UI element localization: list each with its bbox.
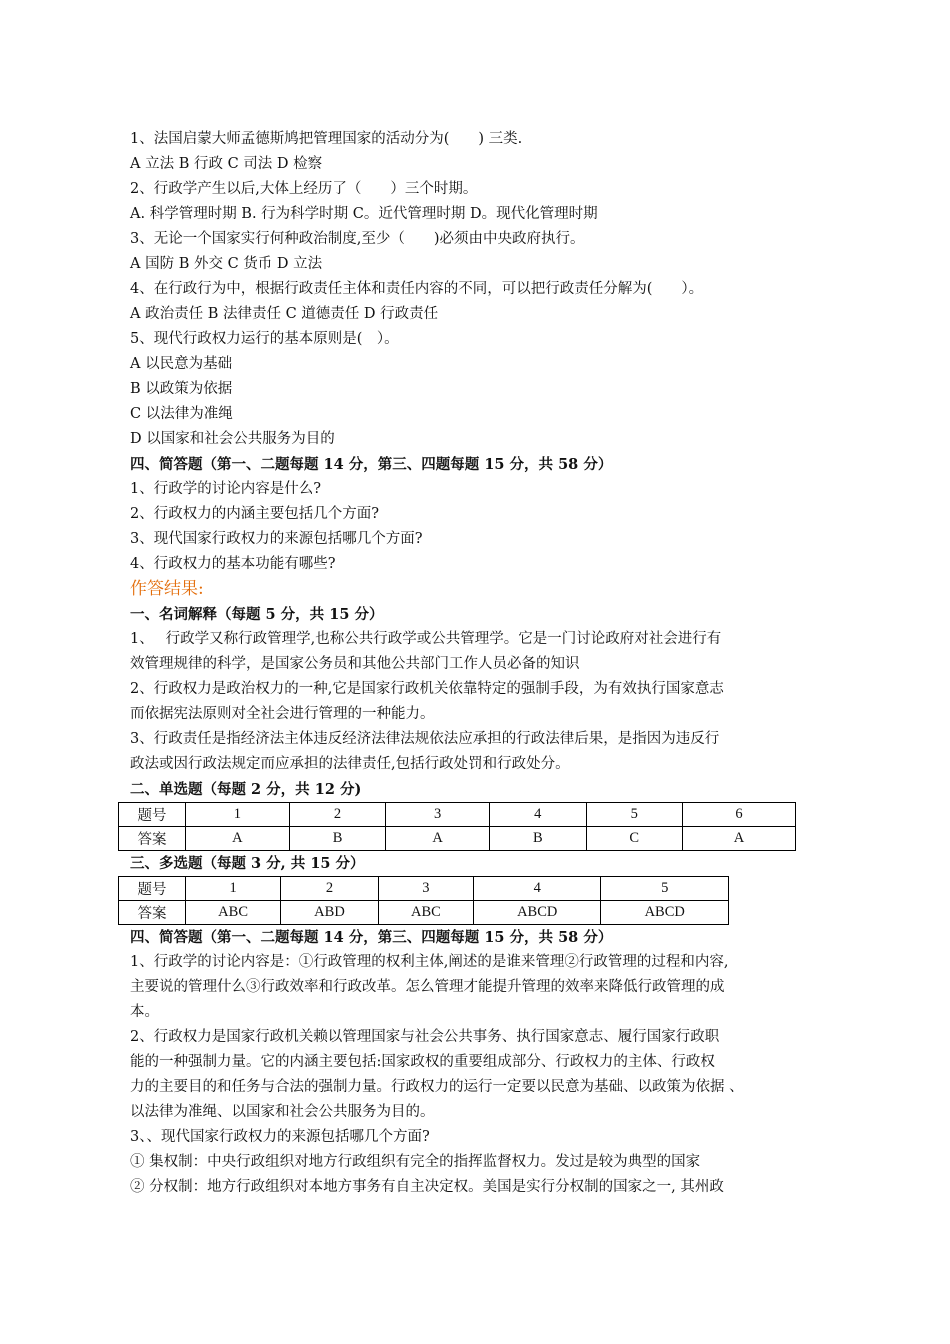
question-5-option-b: B 以政策为依据 [130, 381, 233, 397]
document-page [130, 127, 830, 1200]
question-3: 3、无论一个国家实行何种政治制度,至少（ )必须由中央政府执行。 [130, 231, 585, 247]
question-1-options: A 立法 B 行政 C 司法 D 检察 [130, 156, 323, 172]
single-choice-table [118, 802, 796, 851]
table-cell: ABC [378, 901, 473, 925]
table-row [119, 877, 729, 901]
table-cell: A [186, 827, 290, 851]
answers-section4-heading: 四、简答题（第一、二题每题 14 分，第三、四题每题 15 分，共 58 分） [130, 929, 613, 946]
question-5-option-c: C 以法律为准绳 [130, 406, 233, 422]
table-cell: 题号 [119, 803, 186, 827]
table-cell: 题号 [119, 877, 186, 901]
table-cell: B [490, 827, 586, 851]
single-choice-heading: 二、单选题（每题 2 分，共 12 分) [130, 781, 362, 798]
multi-choice-heading: 三、多选题（每题 3 分, 共 15 分） [130, 855, 365, 872]
answer-line: 3、、现代国家行政权力的来源包括哪几个方面? [130, 1129, 430, 1145]
section4-heading: 四、简答题（第一、二题每题 14 分，第三、四题每题 15 分，共 58 分） [130, 456, 613, 473]
table-cell: 3 [386, 803, 490, 827]
section4-question: 4、行政权力的基本功能有哪些? [130, 556, 336, 572]
table-cell: C [586, 827, 683, 851]
answer-line: 3、行政责任是指经济法主体违反经济法律法规依法应承担的行政法律后果，是指因为违反行 [130, 731, 720, 747]
answer-line: 1、行政学的讨论内容是：①行政管理的权利主体,阐述的是谁来管理②行政管理的过程和内容, [130, 954, 729, 970]
table-cell: 6 [683, 803, 796, 827]
question-5-option-d: D 以国家和社会公共服务为目的 [130, 431, 335, 447]
question-3-options: A 国防 B 外交 C 货币 D 立法 [130, 256, 323, 272]
table-cell: ABD [281, 901, 379, 925]
answers-section1-heading: 一、名词解释（每题 5 分，共 15 分） [130, 606, 384, 623]
answer-line: ① 集权制：中央行政组织对地方行政组织有完全的指挥监督权力。发过是较为典型的国家 [130, 1154, 701, 1170]
question-2: 2、行政学产生以后,大体上经历了（ ）三个时期。 [130, 181, 478, 197]
answer-line: 2、行政权力是国家行政机关赖以管理国家与社会公共事务、执行国家意志、履行国家行政职 [130, 1029, 720, 1045]
section4-question: 3、现代国家行政权力的来源包括哪几个方面? [130, 531, 423, 547]
table-cell: 答案 [119, 901, 186, 925]
answer-line: 政法或因行政法规定而应承担的法律责任,包括行政处罚和行政处分。 [130, 756, 570, 772]
table-cell: A [683, 827, 796, 851]
answer-line: 主要说的管理什么③行政效率和行政改革。怎么管理才能提升管理的效率来降低行政管理的成 [130, 979, 725, 995]
question-5: 5、现代行政权力运行的基本原则是( ）。 [130, 331, 399, 347]
table-cell: A [386, 827, 490, 851]
table-cell: 2 [289, 803, 385, 827]
section4-question: 1、行政学的讨论内容是什么? [130, 481, 321, 497]
table-cell: ABC [186, 901, 281, 925]
results-heading: 作答结果: [130, 579, 204, 599]
answer-line: 而依据宪法原则对全社会进行管理的一种能力。 [130, 706, 435, 722]
table-cell: 5 [586, 803, 683, 827]
answer-line: 力的主要目的和任务与合法的强制力量。行政权力的运行一定要以民意为基础、以政策为依据 、 [130, 1079, 744, 1095]
table-row [119, 901, 729, 925]
answer-line: ② 分权制：地方行政组织对本地方事务有自主决定权。美国是实行分权制的国家之一, 其州政 [130, 1179, 724, 1195]
table-row [119, 803, 796, 827]
table-cell: 1 [186, 877, 281, 901]
table-cell: B [289, 827, 385, 851]
answer-line: 1、 行政学又称行政管理学,也称公共行政学或公共管理学。它是一门讨论政府对社会进行有 [130, 631, 722, 647]
answer-line: 本。 [130, 1004, 159, 1020]
question-2-options: A. 科学管理时期 B. 行为科学时期 C。近代管理时期 D。现代化管理时期 [130, 206, 598, 222]
section4-question: 2、行政权力的内涵主要包括几个方面? [130, 506, 379, 522]
table-cell: 3 [378, 877, 473, 901]
table-cell: 答案 [119, 827, 186, 851]
question-5-option-a: A 以民意为基础 [130, 356, 233, 372]
table-cell: 2 [281, 877, 379, 901]
question-4-options: A 政治责任 B 法律责任 C 道德责任 D 行政责任 [130, 306, 439, 322]
table-cell: 4 [490, 803, 586, 827]
table-row [119, 827, 796, 851]
table-cell: 1 [186, 803, 290, 827]
answer-line: 能的一种强制力量。它的内涵主要包括:国家政权的重要组成部分、行政权力的主体、行政权 [130, 1054, 715, 1070]
answer-line: 效管理规律的科学，是国家公务员和其他公共部门工作人员必备的知识 [130, 656, 580, 672]
table-cell: ABCD [601, 901, 729, 925]
table-cell: ABCD [473, 901, 601, 925]
answer-line: 以法律为准绳、以国家和社会公共服务为目的。 [130, 1104, 435, 1120]
question-1: 1、法国启蒙大师孟德斯鸠把管理国家的活动分为( ) 三类. [130, 131, 523, 147]
multi-choice-table [118, 876, 729, 925]
table-cell: 4 [473, 877, 601, 901]
question-4: 4、在行政行为中，根据行政责任主体和责任内容的不同，可以把行政责任分解为( ）。 [130, 281, 704, 297]
answer-line: 2、行政权力是政治权力的一种,它是国家行政机关依靠特定的强制手段，为有效执行国家意志 [130, 681, 724, 697]
table-cell: 5 [601, 877, 729, 901]
